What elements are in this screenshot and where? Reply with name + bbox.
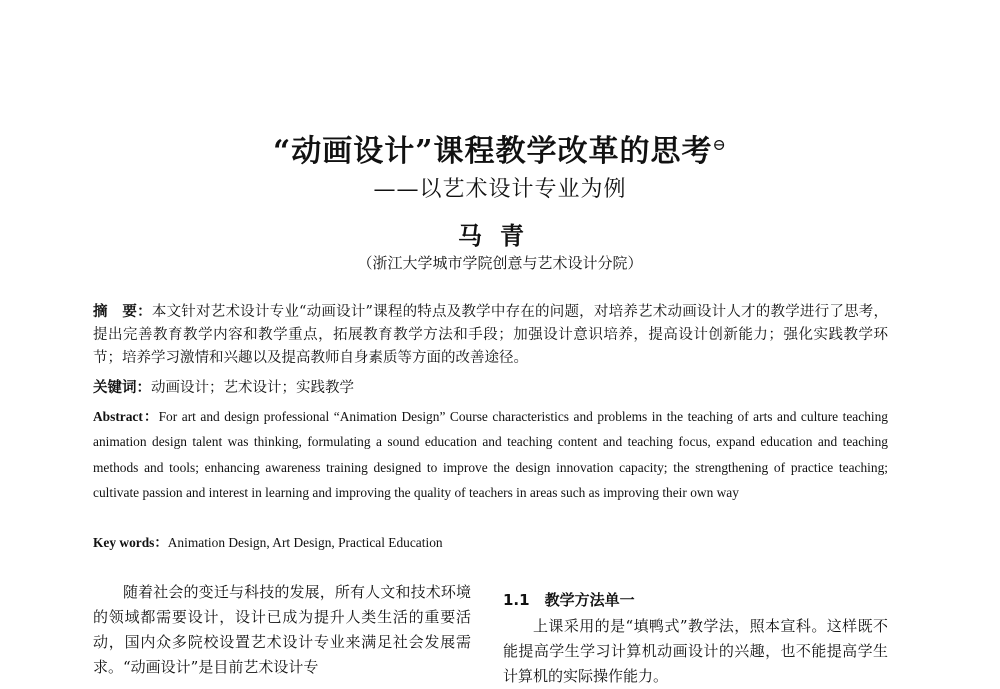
abstract-en-label: Abstract： bbox=[93, 409, 159, 424]
abstract-chinese bbox=[93, 300, 888, 370]
author-affiliation: （浙江大学城市学院创意与艺术设计分院） bbox=[357, 254, 643, 272]
abstract-cn-text: 本文针对艺术设计专业“动画设计”课程的特点及教学中存在的问题，对培养艺术动画设计人才的教学进行了思考，提出完善教育教学内容和教学重点，拓展教育教学方法和手段；加强设计意识培养，提高设计创新能力；强化实践教学环节；培养学习激情和兴趣以及提高教师自身素质等方面的改善途径。 bbox=[93, 304, 889, 366]
abstract-english bbox=[93, 404, 888, 506]
keywords-cn-label: 关键词： bbox=[93, 379, 151, 396]
abstract-cn-label: 摘 要： bbox=[93, 303, 152, 320]
keywords-chinese bbox=[93, 377, 888, 399]
body-left-column: 随着社会的变迁与科技的发展，所有人文和技术环境的领域都需要设计，设计已成为提升人类生活的重要活动，国内众多院校设置艺术设计专业来满足社会发展需求。“动画设计”是目前艺术设计专 bbox=[93, 583, 471, 676]
keywords-english bbox=[93, 531, 888, 555]
footnote-marker: ⊖ bbox=[712, 135, 727, 154]
keywords-en-text: Animation Design, Art Design, Practical Education bbox=[167, 535, 443, 550]
author-name: 马青 bbox=[458, 221, 542, 250]
paper-subtitle: ——以艺术设计专业为例 bbox=[373, 177, 627, 202]
keywords-cn-text: 动画设计；艺术设计；实践教学 bbox=[151, 380, 354, 396]
abstract-en-text: For art and design professional “Animation Design” Course characteristics and problems in the teaching of arts and culture teaching animation design talent was thinking, formulating a sound education and teaching content and teaching focus, expand education and teaching methods and tools; enhancing awareness training designed to improve the design innovation capacity; the strengthening of practice teaching; cultivate passion and interest in learning and improving the quality of teachers in areas such as improving their own way bbox=[93, 409, 888, 501]
paper-title bbox=[0, 126, 1000, 170]
keywords-en-label: Key words： bbox=[93, 535, 168, 550]
body-right-column: 上课采用的是“填鸭式”教学法，照本宣科。这样既不能提高学生学习计算机动画设计的兴趣，也不能提高学生计算机的实际操作能力。 bbox=[503, 617, 888, 685]
section-heading: 1.1 教学方法单一 bbox=[503, 591, 635, 609]
paper-title-text: “动画设计”课程教学改革的思考 bbox=[273, 134, 713, 169]
